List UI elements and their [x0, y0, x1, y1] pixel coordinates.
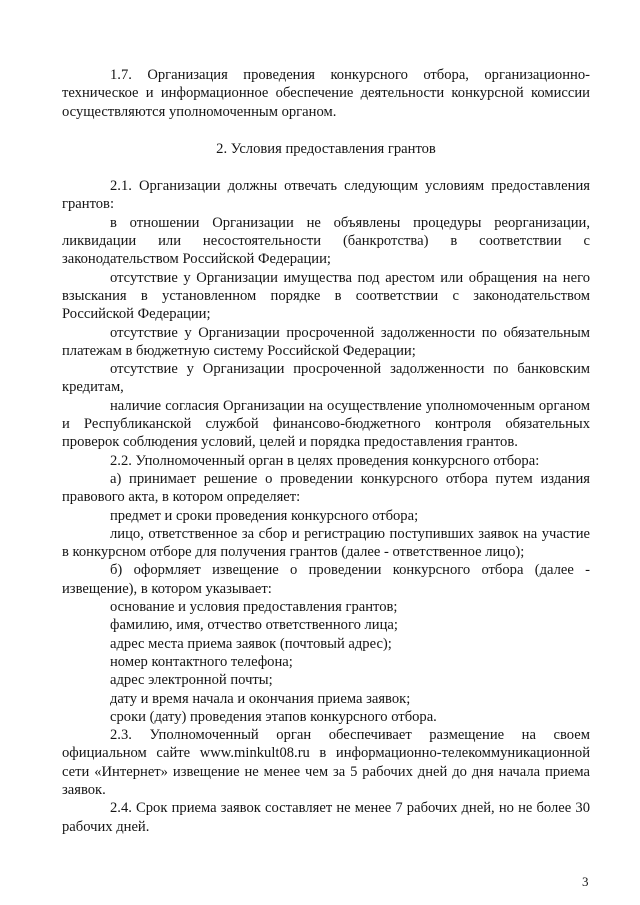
list-item-phone: номер контактного телефона;: [110, 653, 293, 670]
paragraph-2-4: 2.4. Срок приема заявок составляет не менее 7 рабочих дней, но не более 30 рабочих дней.: [62, 800, 590, 835]
list-item-name: фамилию, имя, отчество ответственного лица;: [110, 617, 398, 634]
paragraph-2-1: 2.1. Организации должны отвечать следующим условиям предоставления грантов:: [62, 178, 590, 213]
paragraph-2-1-tax-debt: отсутствие у Организации просроченной задолженности по обязательным платежам в бюджетную систему Российской Федерации;: [62, 324, 590, 359]
list-item-stages: сроки (дату) проведения этапов конкурсного отбора.: [110, 708, 437, 725]
list-item-email: адрес электронной почты;: [110, 672, 273, 689]
list-item-grounds: основание и условия предоставления грантов;: [110, 599, 398, 616]
paragraph-2-1-consent: наличие согласия Организации на осуществление уполномоченным органом и Республиканской службой финансово-бюджетного контроля обязательных проверок соблюдения условий, целей и порядка предоставления грантов.: [62, 397, 590, 451]
section-heading-2: 2. Условия предоставления грантов: [216, 140, 436, 157]
paragraph-1-7: 1.7. Организация проведения конкурсного отбора, организационно-техническое и информационное обеспечение деятельности конкурсной комиссии осуществляются уполномоченным органом.: [62, 67, 590, 120]
paragraph-2-1-reorganization: в отношении Организации не объявлены процедуры реорганизации, ликвидации или несостоятельности (банкротства) в соответствии с законодательством Российской Федерации;: [62, 214, 590, 268]
list-item-address: адрес места приема заявок (почтовый адрес);: [110, 635, 392, 652]
paragraph-2-2-a-subject: предмет и сроки проведения конкурсного отбора;: [110, 507, 419, 524]
document-page: [62, 66, 590, 836]
paragraph-2-3: 2.3. Уполномоченный орган обеспечивает размещение на своем официальном сайте www.minkult08.ru в информационно-телекоммуникационной сети «Интернет» извещение не менее чем за 5 рабочих дней до дня начала приема заявок.: [62, 727, 590, 798]
paragraph-2-2-a: а) принимает решение о проведении конкурсного отбора путем издания правового акта, в котором определяет:: [62, 470, 590, 506]
list-item-dates: дату и время начала и окончания приема заявок;: [110, 690, 411, 707]
paragraph-2-2-a-responsible: лицо, ответственное за сбор и регистрацию поступивших заявок на участие в конкурсном отборе для получения грантов (далее - ответственное лицо);: [62, 525, 590, 561]
paragraph-2-2-b: б) оформляет извещение о проведении конкурсного отбора (далее - извещение), в котором указывает:: [62, 562, 590, 597]
page-number: 3: [582, 874, 589, 889]
paragraph-2-1-bank-debt: отсутствие у Организации просроченной задолженности по банковским кредитам,: [62, 361, 590, 396]
paragraph-2-2: 2.2. Уполномоченный орган в целях проведения конкурсного отбора:: [110, 452, 540, 469]
paragraph-2-1-arrest: отсутствие у Организации имущества под арестом или обращения на него взыскания в установленном порядке в соответствии с законодательством Российской Федерации;: [62, 269, 590, 323]
